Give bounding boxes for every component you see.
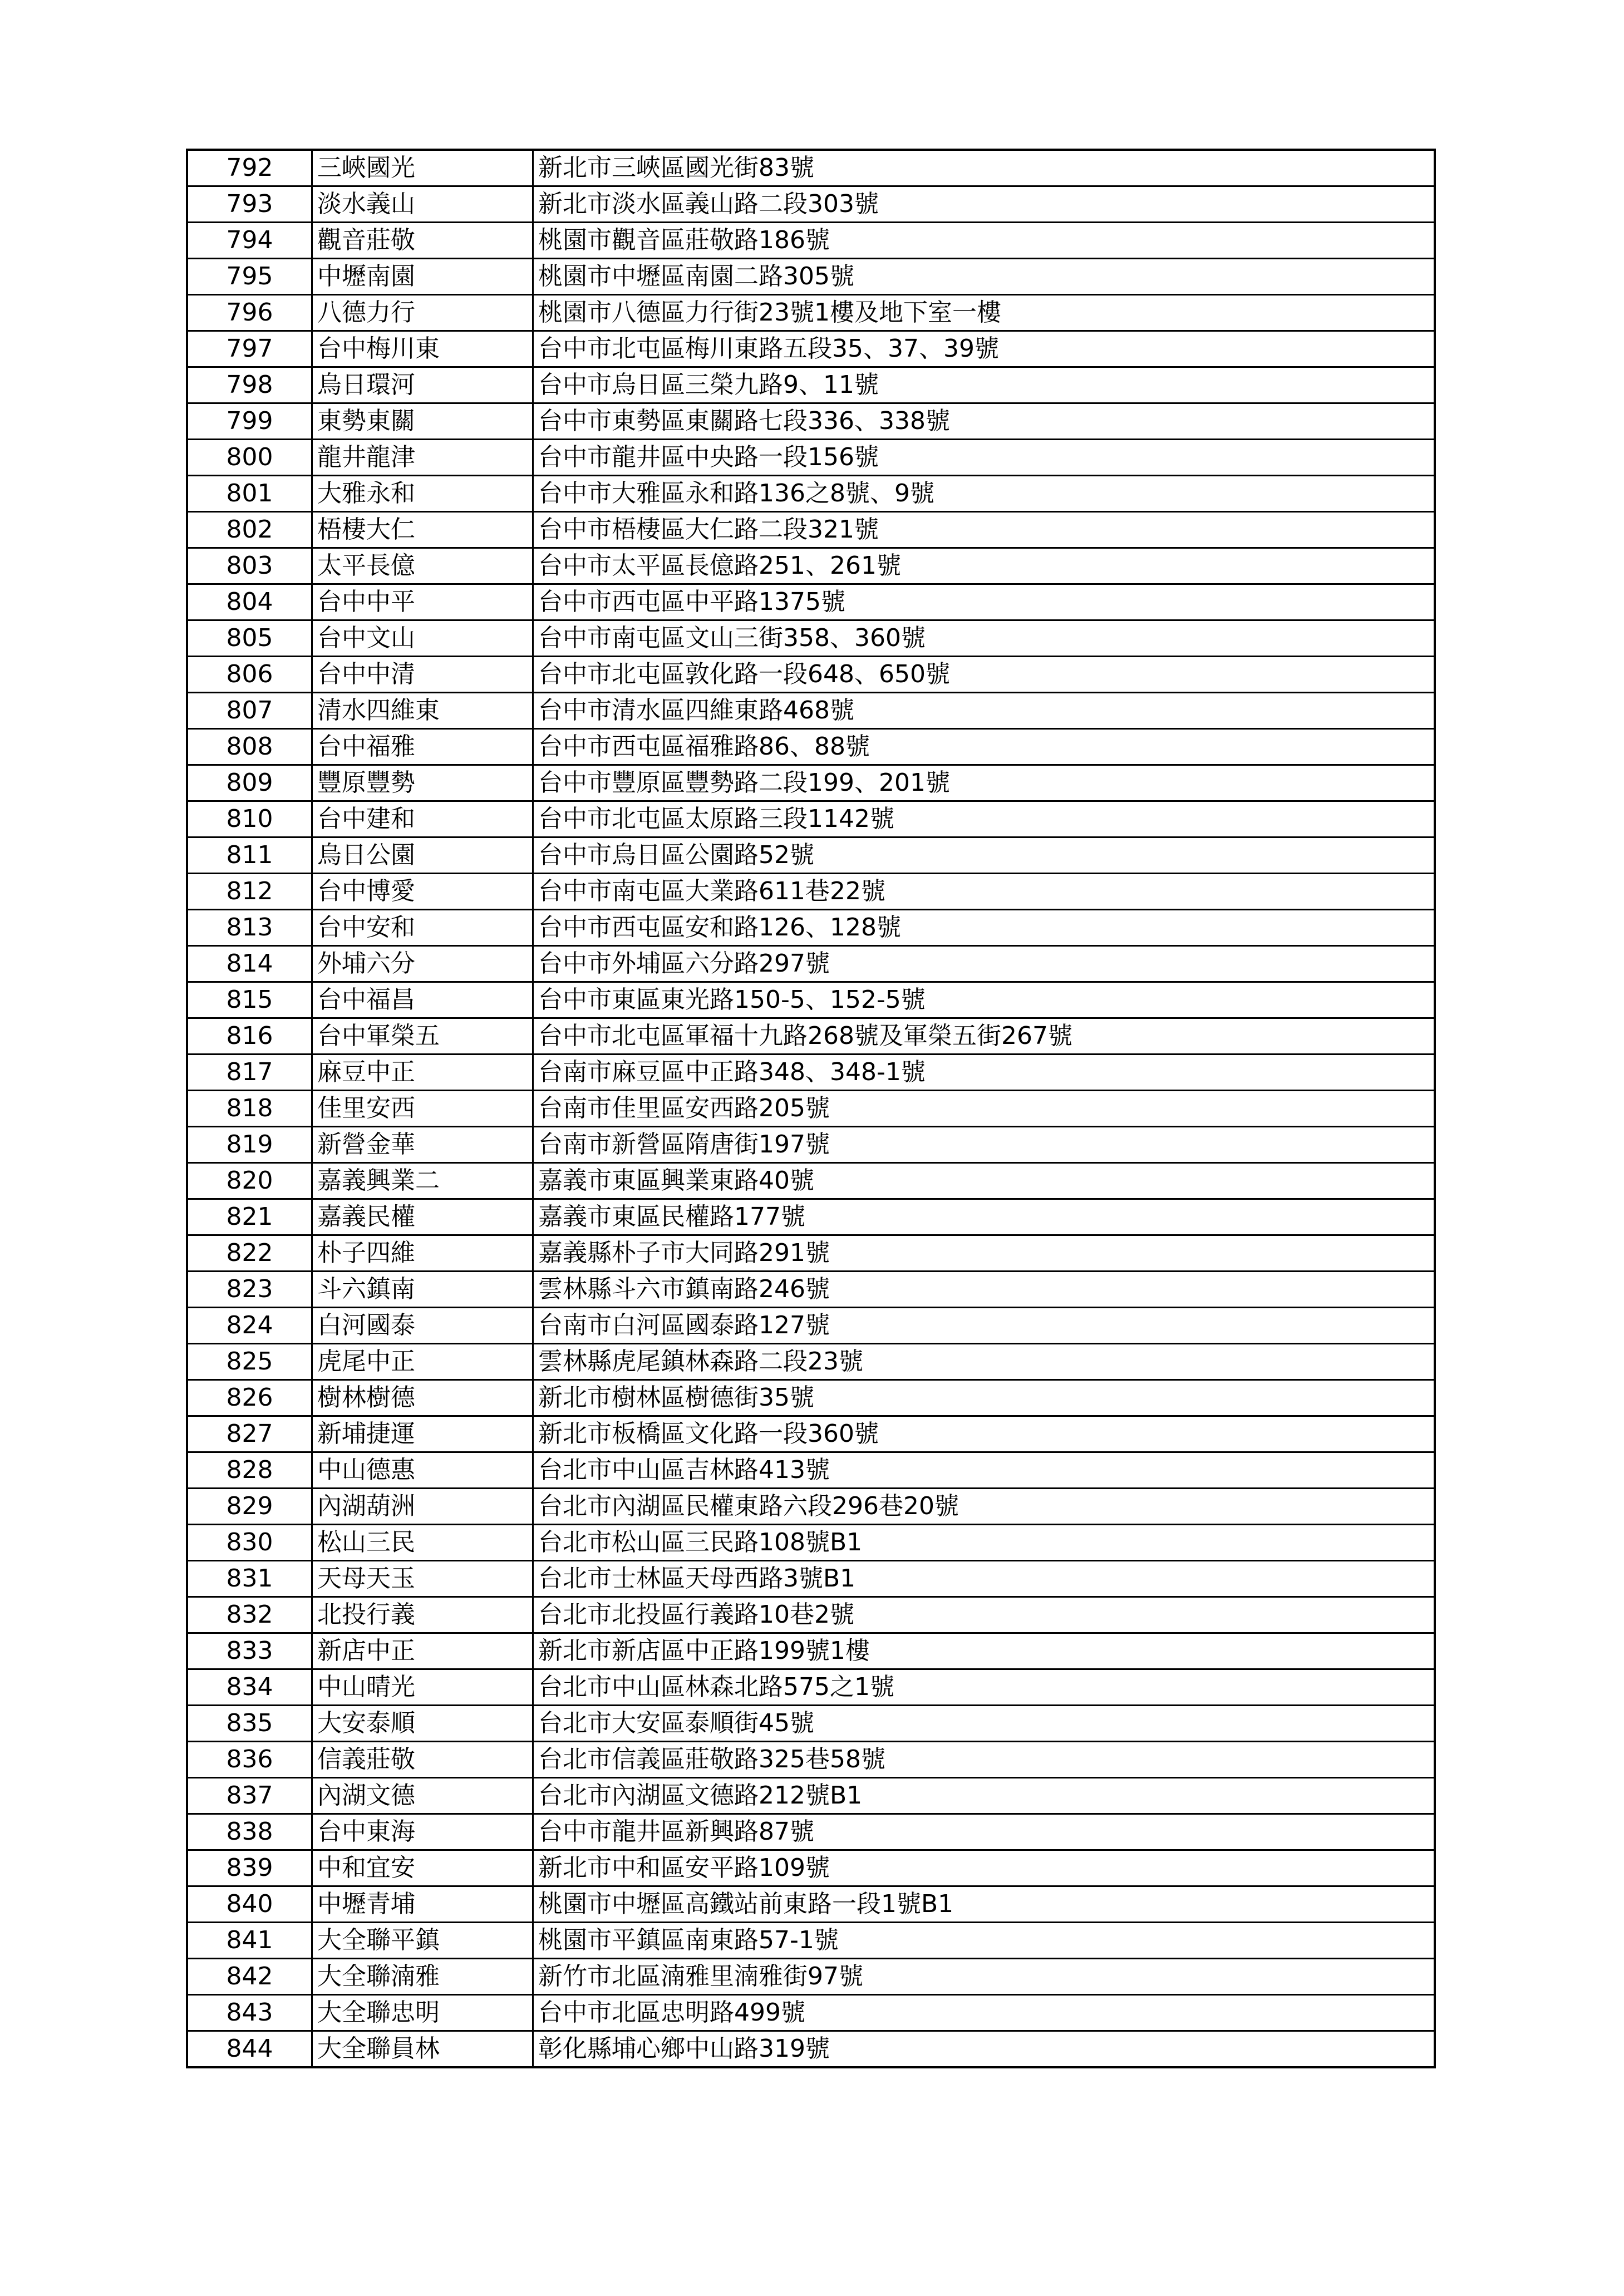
- store-name-cell: 大雅永和: [312, 476, 533, 512]
- store-name-cell: 太平長億: [312, 548, 533, 584]
- table-row: [187, 1778, 1435, 1814]
- store-name-cell: 台中中平: [312, 584, 533, 620]
- store-address-cell: 新北市三峽區國光街83號: [533, 150, 1435, 186]
- store-address-cell: 台中市西屯區安和路126、128號: [533, 910, 1435, 946]
- row-number-cell: 806: [187, 657, 312, 693]
- row-number-cell: 805: [187, 620, 312, 657]
- row-number-cell: 840: [187, 1886, 312, 1923]
- table-row: [187, 1706, 1435, 1742]
- table-row: [187, 801, 1435, 837]
- row-number-cell: 836: [187, 1742, 312, 1778]
- store-name-cell: 新營金華: [312, 1127, 533, 1163]
- store-name-cell: 烏日環河: [312, 367, 533, 403]
- store-name-cell: 豐原豐勢: [312, 765, 533, 801]
- store-address-cell: 桃園市中壢區高鐵站前東路一段1號B1: [533, 1886, 1435, 1923]
- store-name-cell: 中壢青埔: [312, 1886, 533, 1923]
- store-name-cell: 大全聯湳雅: [312, 1959, 533, 1995]
- store-name-cell: 台中文山: [312, 620, 533, 657]
- table-row: [187, 982, 1435, 1018]
- store-name-cell: 東勢東關: [312, 403, 533, 440]
- table-row: [187, 223, 1435, 259]
- table-row: [187, 1886, 1435, 1923]
- row-number-cell: 837: [187, 1778, 312, 1814]
- row-number-cell: 839: [187, 1850, 312, 1886]
- store-name-cell: 台中福雅: [312, 729, 533, 765]
- store-address-cell: 桃園市平鎮區南東路57-1號: [533, 1923, 1435, 1959]
- store-address-cell: 桃園市觀音區莊敬路186號: [533, 223, 1435, 259]
- store-list-body: [187, 150, 1435, 2067]
- table-row: [187, 1669, 1435, 1706]
- store-address-cell: 台中市梧棲區大仁路二段321號: [533, 512, 1435, 548]
- row-number-cell: 797: [187, 331, 312, 367]
- store-address-cell: 新北市淡水區義山路二段303號: [533, 186, 1435, 223]
- table-row: [187, 1525, 1435, 1561]
- row-number-cell: 803: [187, 548, 312, 584]
- row-number-cell: 844: [187, 2031, 312, 2068]
- store-address-cell: 台中市北屯區太原路三段1142號: [533, 801, 1435, 837]
- table-row: [187, 295, 1435, 331]
- store-address-cell: 新北市新店區中正路199號1樓: [533, 1633, 1435, 1669]
- row-number-cell: 802: [187, 512, 312, 548]
- table-row: [187, 1235, 1435, 1272]
- store-address-cell: 新北市中和區安平路109號: [533, 1850, 1435, 1886]
- store-name-cell: 烏日公園: [312, 837, 533, 874]
- store-address-cell: 台中市北屯區梅川東路五段35、37、39號: [533, 331, 1435, 367]
- store-name-cell: 大全聯忠明: [312, 1995, 533, 2031]
- store-name-cell: 台中東海: [312, 1814, 533, 1850]
- store-address-cell: 台中市南屯區文山三街358、360號: [533, 620, 1435, 657]
- store-name-cell: 梧棲大仁: [312, 512, 533, 548]
- row-number-cell: 800: [187, 440, 312, 476]
- table-row: [187, 1561, 1435, 1597]
- table-row: [187, 874, 1435, 910]
- table-row: [187, 1814, 1435, 1850]
- store-name-cell: 淡水義山: [312, 186, 533, 223]
- store-address-cell: 嘉義縣朴子市大同路291號: [533, 1235, 1435, 1272]
- row-number-cell: 796: [187, 295, 312, 331]
- row-number-cell: 795: [187, 259, 312, 295]
- store-name-cell: 八德力行: [312, 295, 533, 331]
- store-address-cell: 台北市大安區泰順街45號: [533, 1706, 1435, 1742]
- store-name-cell: 虎尾中正: [312, 1344, 533, 1380]
- table-row: [187, 1380, 1435, 1416]
- table-row: [187, 186, 1435, 223]
- store-list-table: [186, 149, 1436, 2068]
- row-number-cell: 824: [187, 1308, 312, 1344]
- table-row: [187, 331, 1435, 367]
- store-name-cell: 台中軍榮五: [312, 1018, 533, 1055]
- store-name-cell: 斗六鎮南: [312, 1272, 533, 1308]
- row-number-cell: 842: [187, 1959, 312, 1995]
- row-number-cell: 794: [187, 223, 312, 259]
- store-address-cell: 台中市太平區長億路251、261號: [533, 548, 1435, 584]
- row-number-cell: 793: [187, 186, 312, 223]
- store-name-cell: 中山晴光: [312, 1669, 533, 1706]
- table-row: [187, 729, 1435, 765]
- store-name-cell: 大全聯平鎮: [312, 1923, 533, 1959]
- store-address-cell: 雲林縣斗六市鎮南路246號: [533, 1272, 1435, 1308]
- store-name-cell: 台中梅川東: [312, 331, 533, 367]
- table-row: [187, 584, 1435, 620]
- store-name-cell: 嘉義民權: [312, 1199, 533, 1235]
- store-address-cell: 台中市烏日區三榮九路9、11號: [533, 367, 1435, 403]
- store-address-cell: 新北市樹林區樹德街35號: [533, 1380, 1435, 1416]
- row-number-cell: 833: [187, 1633, 312, 1669]
- store-address-cell: 台北市北投區行義路10巷2號: [533, 1597, 1435, 1633]
- table-row: [187, 837, 1435, 874]
- store-name-cell: 外埔六分: [312, 946, 533, 982]
- store-address-cell: 台中市龍井區中央路一段156號: [533, 440, 1435, 476]
- row-number-cell: 799: [187, 403, 312, 440]
- table-row: [187, 1452, 1435, 1489]
- row-number-cell: 818: [187, 1091, 312, 1127]
- store-address-cell: 台中市清水區四維東路468號: [533, 693, 1435, 729]
- store-name-cell: 台中福昌: [312, 982, 533, 1018]
- table-row: [187, 657, 1435, 693]
- table-row: [187, 512, 1435, 548]
- row-number-cell: 829: [187, 1489, 312, 1525]
- row-number-cell: 798: [187, 367, 312, 403]
- row-number-cell: 808: [187, 729, 312, 765]
- row-number-cell: 804: [187, 584, 312, 620]
- row-number-cell: 828: [187, 1452, 312, 1489]
- row-number-cell: 822: [187, 1235, 312, 1272]
- store-name-cell: 北投行義: [312, 1597, 533, 1633]
- table-row: [187, 403, 1435, 440]
- table-row: [187, 910, 1435, 946]
- store-address-cell: 台北市中山區林森北路575之1號: [533, 1669, 1435, 1706]
- table-row: [187, 1633, 1435, 1669]
- table-row: [187, 2031, 1435, 2068]
- store-address-cell: 台南市麻豆區中正路348、348-1號: [533, 1055, 1435, 1091]
- store-address-cell: 新竹市北區湳雅里湳雅街97號: [533, 1959, 1435, 1995]
- store-address-cell: 台中市北屯區軍福十九路268號及軍榮五街267號: [533, 1018, 1435, 1055]
- store-address-cell: 台中市東勢區東關路七段336、338號: [533, 403, 1435, 440]
- store-name-cell: 龍井龍津: [312, 440, 533, 476]
- store-address-cell: 台北市中山區吉林路413號: [533, 1452, 1435, 1489]
- store-name-cell: 觀音莊敬: [312, 223, 533, 259]
- store-address-cell: 台中市龍井區新興路87號: [533, 1814, 1435, 1850]
- store-address-cell: 台中市烏日區公園路52號: [533, 837, 1435, 874]
- table-row: [187, 1272, 1435, 1308]
- store-name-cell: 台中安和: [312, 910, 533, 946]
- store-address-cell: 台中市豐原區豐勢路二段199、201號: [533, 765, 1435, 801]
- store-name-cell: 麻豆中正: [312, 1055, 533, 1091]
- store-address-cell: 新北市板橋區文化路一段360號: [533, 1416, 1435, 1452]
- table-row: [187, 1127, 1435, 1163]
- store-address-cell: 台中市西屯區中平路1375號: [533, 584, 1435, 620]
- table-row: [187, 1923, 1435, 1959]
- store-address-cell: 嘉義市東區興業東路40號: [533, 1163, 1435, 1199]
- table-row: [187, 765, 1435, 801]
- store-name-cell: 台中中清: [312, 657, 533, 693]
- row-number-cell: 835: [187, 1706, 312, 1742]
- row-number-cell: 814: [187, 946, 312, 982]
- row-number-cell: 816: [187, 1018, 312, 1055]
- table-row: [187, 1742, 1435, 1778]
- row-number-cell: 834: [187, 1669, 312, 1706]
- store-address-cell: 台南市新營區隋唐街197號: [533, 1127, 1435, 1163]
- store-address-cell: 台南市白河區國泰路127號: [533, 1308, 1435, 1344]
- row-number-cell: 801: [187, 476, 312, 512]
- row-number-cell: 811: [187, 837, 312, 874]
- store-name-cell: 新店中正: [312, 1633, 533, 1669]
- row-number-cell: 815: [187, 982, 312, 1018]
- store-name-cell: 大安泰順: [312, 1706, 533, 1742]
- store-name-cell: 新埔捷運: [312, 1416, 533, 1452]
- store-name-cell: 信義莊敬: [312, 1742, 533, 1778]
- table-row: [187, 1995, 1435, 2031]
- store-name-cell: 三峽國光: [312, 150, 533, 186]
- store-address-cell: 台北市士林區天母西路3號B1: [533, 1561, 1435, 1597]
- store-address-cell: 台北市內湖區民權東路六段296巷20號: [533, 1489, 1435, 1525]
- store-address-cell: 台中市南屯區大業路611巷22號: [533, 874, 1435, 910]
- table-row: [187, 548, 1435, 584]
- store-name-cell: 樹林樹德: [312, 1380, 533, 1416]
- store-name-cell: 大全聯員林: [312, 2031, 533, 2068]
- store-name-cell: 天母天玉: [312, 1561, 533, 1597]
- table-row: [187, 1597, 1435, 1633]
- row-number-cell: 826: [187, 1380, 312, 1416]
- table-row: [187, 1199, 1435, 1235]
- store-address-cell: 台南市佳里區安西路205號: [533, 1091, 1435, 1127]
- store-name-cell: 台中建和: [312, 801, 533, 837]
- table-row: [187, 150, 1435, 186]
- row-number-cell: 841: [187, 1923, 312, 1959]
- table-row: [187, 1018, 1435, 1055]
- store-address-cell: 桃園市八德區力行街23號1樓及地下室一樓: [533, 295, 1435, 331]
- row-number-cell: 810: [187, 801, 312, 837]
- row-number-cell: 825: [187, 1344, 312, 1380]
- table-row: [187, 367, 1435, 403]
- table-row: [187, 693, 1435, 729]
- store-name-cell: 清水四維東: [312, 693, 533, 729]
- row-number-cell: 807: [187, 693, 312, 729]
- store-name-cell: 中山德惠: [312, 1452, 533, 1489]
- table-row: [187, 259, 1435, 295]
- store-address-cell: 台北市信義區莊敬路325巷58號: [533, 1742, 1435, 1778]
- store-name-cell: 台中博愛: [312, 874, 533, 910]
- table-row: [187, 620, 1435, 657]
- row-number-cell: 843: [187, 1995, 312, 2031]
- table-row: [187, 1308, 1435, 1344]
- table-row: [187, 476, 1435, 512]
- store-name-cell: 內湖文德: [312, 1778, 533, 1814]
- store-address-cell: 彰化縣埔心鄉中山路319號: [533, 2031, 1435, 2068]
- row-number-cell: 809: [187, 765, 312, 801]
- table-row: [187, 1163, 1435, 1199]
- table-row: [187, 1344, 1435, 1380]
- table-row: [187, 1850, 1435, 1886]
- row-number-cell: 792: [187, 150, 312, 186]
- store-address-cell: 台北市內湖區文德路212號B1: [533, 1778, 1435, 1814]
- row-number-cell: 821: [187, 1199, 312, 1235]
- store-address-cell: 台中市北區忠明路499號: [533, 1995, 1435, 2031]
- store-address-cell: 嘉義市東區民權路177號: [533, 1199, 1435, 1235]
- store-name-cell: 中壢南園: [312, 259, 533, 295]
- store-address-cell: 台中市大雅區永和路136之8號、9號: [533, 476, 1435, 512]
- row-number-cell: 827: [187, 1416, 312, 1452]
- table-row: [187, 1091, 1435, 1127]
- store-address-cell: 台中市北屯區敦化路一段648、650號: [533, 657, 1435, 693]
- row-number-cell: 812: [187, 874, 312, 910]
- row-number-cell: 838: [187, 1814, 312, 1850]
- store-name-cell: 中和宜安: [312, 1850, 533, 1886]
- store-address-cell: 台中市西屯區福雅路86、88號: [533, 729, 1435, 765]
- table-row: [187, 1416, 1435, 1452]
- row-number-cell: 831: [187, 1561, 312, 1597]
- store-address-cell: 雲林縣虎尾鎮林森路二段23號: [533, 1344, 1435, 1380]
- store-address-cell: 台中市外埔區六分路297號: [533, 946, 1435, 982]
- table-row: [187, 1959, 1435, 1995]
- row-number-cell: 830: [187, 1525, 312, 1561]
- table-row: [187, 1489, 1435, 1525]
- store-name-cell: 白河國泰: [312, 1308, 533, 1344]
- row-number-cell: 817: [187, 1055, 312, 1091]
- store-address-cell: 桃園市中壢區南園二路305號: [533, 259, 1435, 295]
- store-name-cell: 嘉義興業二: [312, 1163, 533, 1199]
- table-row: [187, 1055, 1435, 1091]
- row-number-cell: 823: [187, 1272, 312, 1308]
- row-number-cell: 813: [187, 910, 312, 946]
- row-number-cell: 819: [187, 1127, 312, 1163]
- store-address-cell: 台北市松山區三民路108號B1: [533, 1525, 1435, 1561]
- table-row: [187, 946, 1435, 982]
- store-name-cell: 朴子四維: [312, 1235, 533, 1272]
- store-address-cell: 台中市東區東光路150-5、152-5號: [533, 982, 1435, 1018]
- store-name-cell: 松山三民: [312, 1525, 533, 1561]
- store-name-cell: 佳里安西: [312, 1091, 533, 1127]
- store-name-cell: 內湖葫洲: [312, 1489, 533, 1525]
- table-row: [187, 440, 1435, 476]
- row-number-cell: 820: [187, 1163, 312, 1199]
- row-number-cell: 832: [187, 1597, 312, 1633]
